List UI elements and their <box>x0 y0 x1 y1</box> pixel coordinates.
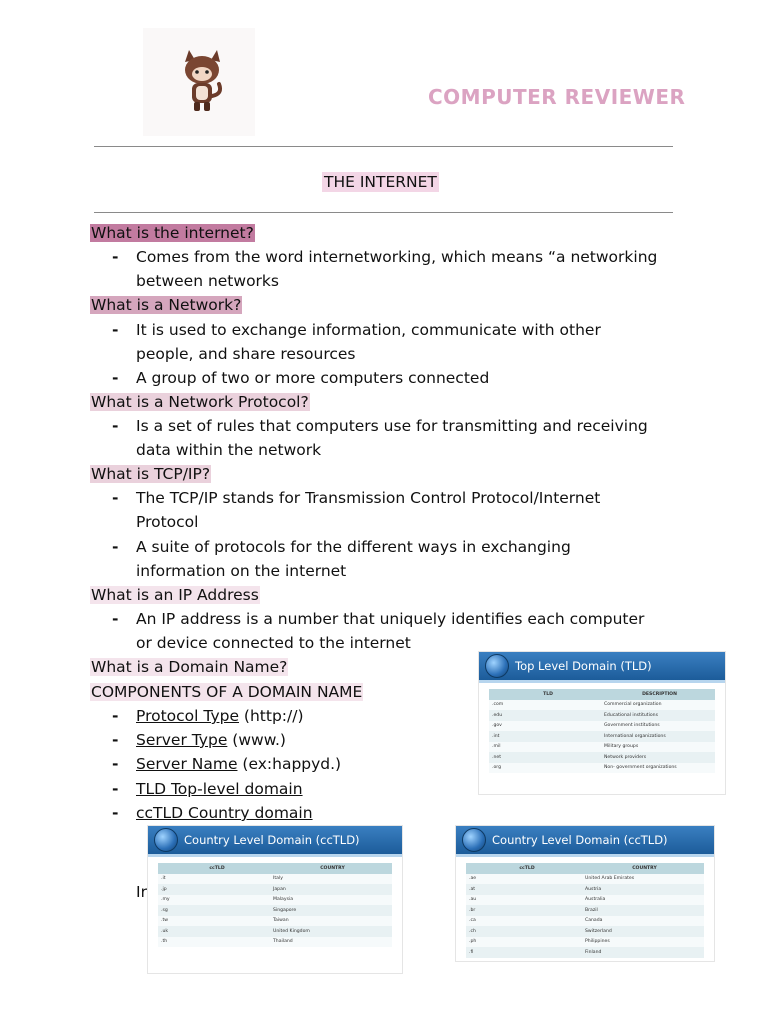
table-row <box>158 884 392 895</box>
table-cell: Austria <box>585 886 602 892</box>
globe-icon <box>462 828 486 852</box>
table-header-bar <box>456 826 714 857</box>
table-row <box>489 752 715 763</box>
answer-text: or device connected to the internet <box>136 634 411 652</box>
table-cell: Commercial organization <box>604 702 662 708</box>
answer-text: Protocol <box>136 513 199 531</box>
table-cell: ccTLD <box>209 865 225 871</box>
document-title: COMPUTER REVIEWER <box>428 85 686 109</box>
answer-text: between networks <box>136 272 279 290</box>
answer-text: Is a set of rules that computers use for transmitting and receiving <box>136 417 648 435</box>
table-cell: .com <box>492 702 504 708</box>
answer-text: A group of two or more computers connected <box>136 369 490 387</box>
table-row <box>489 710 715 721</box>
table-cell: .ae <box>469 876 477 882</box>
table-row <box>466 916 704 927</box>
table-cell: .my <box>161 897 170 903</box>
globe-icon <box>485 654 509 678</box>
table-cell: .uk <box>161 928 169 934</box>
cctld-table-image-1 <box>147 825 403 974</box>
table-row <box>489 763 715 774</box>
globe-icon <box>154 828 178 852</box>
table-row <box>489 700 715 711</box>
table-cell: .org <box>492 765 501 771</box>
table-cell: .tw <box>161 918 169 924</box>
table-cell: COUNTRY <box>632 865 657 871</box>
table-header-row <box>158 863 392 874</box>
table-cell: .sg <box>161 907 168 913</box>
answer-text: An IP address is a number that uniquely identifies each computer <box>136 610 645 628</box>
table-cell: Taiwan <box>273 918 289 924</box>
question-heading: COMPONENTS OF A DOMAIN NAME <box>91 683 363 701</box>
table-body <box>466 863 704 958</box>
table-cell: .edu <box>492 712 503 718</box>
table-row <box>489 721 715 732</box>
component-item: Protocol Type (http://) <box>136 707 304 725</box>
table-cell: Network providers <box>604 754 647 760</box>
table-cell: .it <box>161 876 166 882</box>
table-cell: Non- government organizations <box>604 765 677 771</box>
table-row <box>489 742 715 753</box>
bullet-dash: - <box>112 538 119 556</box>
table-row <box>466 884 704 895</box>
table-title: Top Level Domain (TLD) <box>515 659 652 673</box>
table-row <box>158 926 392 937</box>
divider <box>94 146 673 147</box>
table-row <box>158 916 392 927</box>
table-cell: .ph <box>469 939 477 945</box>
table-cell: Singapore <box>273 907 297 913</box>
table-row <box>466 874 704 885</box>
table-cell: Japan <box>273 886 286 892</box>
question-heading: What is an IP Address <box>91 586 259 604</box>
table-cell: ccTLD <box>519 865 535 871</box>
table-cell: .mil <box>492 744 501 750</box>
table-cell: .th <box>161 939 168 945</box>
component-item: TLD Top-level domain <box>136 780 303 798</box>
question-heading: What is TCP/IP? <box>91 465 211 483</box>
table-title: Country Level Domain (ccTLD) <box>492 833 668 847</box>
table-cell: COUNTRY <box>320 865 345 871</box>
cat-mascot-logo-icon <box>143 28 255 136</box>
bullet-dash: - <box>112 780 119 798</box>
table-header-row <box>466 863 704 874</box>
table-cell: Finland <box>585 949 602 955</box>
bullet-dash: - <box>112 417 119 435</box>
answer-text: data within the network <box>136 441 322 459</box>
section-title: THE INTERNET <box>324 173 437 191</box>
table-cell: .gov <box>492 723 502 729</box>
table-cell: International organizations <box>604 733 666 739</box>
table-row <box>158 874 392 885</box>
table-row <box>466 937 704 948</box>
bullet-dash: - <box>112 755 119 773</box>
answer-text: It is used to exchange information, communicate with other <box>136 321 601 339</box>
divider <box>94 212 673 213</box>
table-cell: Educational institutions <box>604 712 658 718</box>
table-cell: .br <box>469 907 476 913</box>
table-cell: Thailand <box>273 939 293 945</box>
table-cell: Malaysia <box>273 897 294 903</box>
table-cell: Australia <box>585 897 606 903</box>
table-cell: .au <box>469 897 477 903</box>
question-heading: What is a Network Protocol? <box>91 393 309 411</box>
table-cell: DESCRIPTION <box>642 691 677 697</box>
table-cell: .fi <box>469 949 474 955</box>
table-cell: Brazil <box>585 907 598 913</box>
question-heading: What is the internet? <box>91 224 254 242</box>
table-title: Country Level Domain (ccTLD) <box>184 833 360 847</box>
question-heading: What is a Network? <box>91 296 242 314</box>
table-row <box>158 937 392 948</box>
table-cell: .at <box>469 886 476 892</box>
answer-text: A suite of protocols for the different ways in exchanging <box>136 538 571 556</box>
component-item: ccTLD Country domain <box>136 804 313 822</box>
component-item: Server Name (ex:happyd.) <box>136 755 342 773</box>
table-row <box>158 895 392 906</box>
table-row <box>466 895 704 906</box>
table-row <box>466 905 704 916</box>
table-cell: Italy <box>273 876 283 882</box>
table-cell: .ch <box>469 928 476 934</box>
bullet-dash: - <box>112 489 119 507</box>
table-cell: Philippines <box>585 939 610 945</box>
table-cell: Military groups <box>604 744 639 750</box>
answer-text: The TCP/IP stands for Transmission Control Protocol/Internet <box>136 489 601 507</box>
component-item: Server Type (www.) <box>136 731 286 749</box>
table-header-bar <box>148 826 402 857</box>
answer-text: Comes from the word internetworking, which means “a networking <box>136 248 658 266</box>
table-row <box>466 926 704 937</box>
bullet-dash: - <box>112 369 119 387</box>
table-row <box>158 905 392 916</box>
table-cell: Switzerland <box>585 928 612 934</box>
bullet-dash: - <box>112 321 119 339</box>
table-cell: .jp <box>161 886 167 892</box>
cctld-table-image-2 <box>455 825 715 962</box>
answer-text: information on the internet <box>136 562 347 580</box>
table-row <box>489 731 715 742</box>
table-body <box>489 689 715 773</box>
bullet-dash: - <box>112 731 119 749</box>
table-row <box>466 947 704 958</box>
table-cell: .net <box>492 754 501 760</box>
table-header-bar <box>479 652 725 683</box>
table-cell: United Arab Emirates <box>585 876 635 882</box>
bullet-dash: - <box>112 707 119 725</box>
bullet-dash: - <box>112 610 119 628</box>
table-cell: .int <box>492 733 500 739</box>
table-body <box>158 863 392 947</box>
bullet-dash: - <box>112 248 119 266</box>
logo <box>143 28 255 136</box>
partial-text: Ir <box>136 883 147 901</box>
bullet-dash: - <box>112 804 119 822</box>
table-header-row <box>489 689 715 700</box>
table-cell: Canada <box>585 918 603 924</box>
answer-text: people, and share resources <box>136 345 356 363</box>
table-cell: TLD <box>543 691 553 697</box>
tld-table-image <box>478 651 726 795</box>
table-cell: Government institutions <box>604 723 660 729</box>
question-heading: What is a Domain Name? <box>91 658 288 676</box>
table-cell: .ca <box>469 918 476 924</box>
table-cell: United Kingdom <box>273 928 310 934</box>
